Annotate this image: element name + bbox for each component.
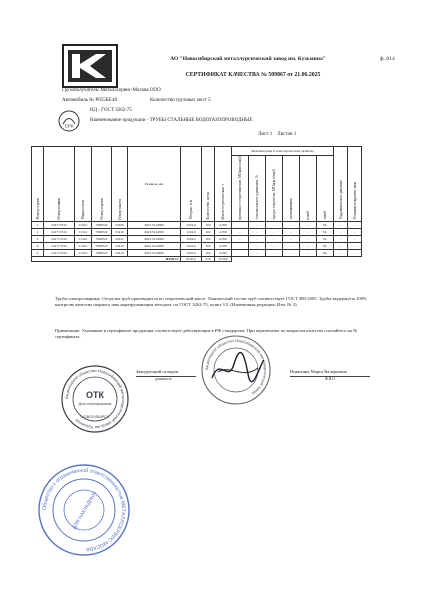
table-cell: - [283,235,300,242]
signer-name-sub: Ф.И.О. [325,377,336,381]
th-lot: Номер партии [92,147,112,222]
table-row [32,221,362,228]
table-cell: - [300,228,317,235]
table-cell: 241713724 [44,242,75,249]
table-cell: 5 [32,249,44,256]
table-cell: - [283,221,300,228]
table-cell: - [232,228,249,235]
srk-text: СРК [64,123,74,129]
table-cell: 25411 [112,235,128,242]
table-cell: 4,700 [215,235,232,242]
table-cell: - [232,235,249,242]
table-cell: 25410 [112,228,128,235]
table-cell: - [232,242,249,249]
table-cell: 7990522 [92,242,112,249]
table-cell: 4,700 [215,221,232,228]
th-size: Размеры, мм [128,147,181,222]
company-name: АО "Новосибирский металлургический завод им. Кузьмина" [170,56,326,62]
table-cell: 4 [32,242,44,249]
th-bundle: Номер пакета [112,147,128,222]
signer-role: Заводующий складом [136,369,179,374]
company-logo [62,44,118,88]
table-cell: 1224,0 [181,249,202,256]
table-cell: Ст2пс [75,235,92,242]
otk-center: ОТК [86,390,104,400]
table-cell: - [249,221,266,228]
th-coating: Толщина покрытия, мкм [348,147,362,222]
th-m1: временное сопротивление, МПа(кгс/мм2) [232,156,249,222]
table-cell: - [266,242,283,249]
table-cell: Ст2пс [75,242,92,249]
table-cell: 4,700 [215,249,232,256]
table-cell: Ст2пс [75,249,92,256]
quality-table-wrap [31,146,362,262]
table-cell: 7990522 [92,235,112,242]
th-m4: сплющивание [283,156,300,222]
consignee-label: Грузополучатель: [62,88,100,93]
table-cell: - [266,249,283,256]
signature-scribble [212,353,264,382]
srk-mark-icon [58,110,80,132]
table-row [32,228,362,235]
table-cell: 1224,0 [181,228,202,235]
product-value: ТРУБЫ СТАЛЬНЫЕ ВОДОГАЗОПРОВОДНЫЕ [149,118,253,123]
signer-role-sub: должность [155,377,172,381]
th-hydro: Гидравлическое давление [334,147,348,222]
table-cell: - [348,221,362,228]
sheet-row [258,132,296,137]
table-cell: - [283,228,300,235]
table-cell: - [266,221,283,228]
th-row-num: Номер строки [32,147,44,222]
table-cell: - [334,249,348,256]
table-cell: - [348,235,362,242]
table-cell: 40х3.5х12000 [128,249,181,256]
form-number: ф. 014 [380,56,395,62]
table-cell: 40х3.5х12000 [128,242,181,249]
table-cell: 3 [32,235,44,242]
table-cell: 4,700 [215,242,232,249]
table-cell: 241713724 [44,235,75,242]
table-cell: - [232,249,249,256]
th-heat: Номер плавки [44,147,75,222]
table-cell: 241713724 [44,221,75,228]
places-label: Количество грузовых мест [150,98,207,103]
table-cell: 7990522 [92,228,112,235]
table-cell: 102 [202,235,215,242]
sheet-value: 1 [269,132,273,137]
table-cell: 1 [32,221,44,228]
table-cell: - [300,242,317,249]
places-row [150,98,211,103]
table-cell: 25406 [112,221,128,228]
blue-ring-text: Общество с ограниченной ответственностью МЕТАЛЛСЕРВИС-МОСКВА [41,467,127,552]
table-cell: - [249,235,266,242]
table-cell: - [283,249,300,256]
th-meters: Метраж, п/м [181,147,202,222]
otk-ring-text: Акционерное общество Новосибирский металлургический завод им. Кузьмина [63,367,127,431]
consignee-row [62,88,161,93]
table-cell: 7990522 [92,221,112,228]
table-cell: 1224,0 [181,221,202,228]
otk-sub: Для сертификатов [78,402,112,406]
table-cell: - [300,249,317,256]
total-mass: 23,500 [215,256,232,261]
total-label: ИТОГО: [32,256,181,261]
table-cell: - [348,242,362,249]
table-cell: Уд. [317,235,334,242]
certificate-title: СЕРТИФИКАТ КАЧЕСТВА № 509867 от 21.06.2025 [185,72,321,78]
table-cell: Ст2пс [75,221,92,228]
table-cell: - [334,242,348,249]
table-cell: - [283,242,300,249]
table-cell: Уд. [317,249,334,256]
th-mass: Масса теоретическая, т [215,147,232,222]
vehicle-label: Автомобиль № [62,98,95,103]
places-value: 5 [208,98,211,103]
consignee-blue-stamp [36,462,132,558]
consignee-value: Металлсервис-Москва ООО [100,88,161,93]
table-row [32,242,362,249]
th-steel: Марка стали [75,147,92,222]
table-cell: - [348,228,362,235]
th-mech-group: Механические и технологические свойства [232,147,334,156]
th-pieces: Количество, штук [202,147,215,222]
table-cell: - [232,221,249,228]
note-remark: Примечание: Указанные в сертификате продукция соответствует действующим в РФ стандартам. При перепечатке по вопросам качества ссылайтесь на № сертификата. [55,328,358,339]
vehicle-row [62,98,117,103]
otk-bottom: НОВОСИБИРСК [81,415,109,419]
table-cell: - [249,242,266,249]
vehicle-value: Р055КЕ48 [95,98,117,103]
table-cell: 102 [202,228,215,235]
blue-stamp-center: ДЛЯ НАКЛАДНЫХ [71,490,99,531]
table-cell: 241713724 [44,249,75,256]
table-cell: - [334,221,348,228]
table-cell: 1224,0 [181,235,202,242]
quality-table [31,146,362,262]
table-cell: 102 [202,221,215,228]
total-meters: 6120,0 [181,256,202,261]
table-cell: 40х3.5х12000 [128,221,181,228]
sig-ring-text: Акционерное общество Новосибирский металлургический завод [204,338,268,396]
total-pieces: 510 [202,256,215,261]
table-cell: 2 [32,228,44,235]
sheets-value: 1 [293,132,297,137]
table-cell: 4,700 [215,228,232,235]
table-cell: - [348,249,362,256]
product-row [90,118,253,123]
table-cell: - [300,235,317,242]
table-row [32,249,362,256]
table-cell: Ст2пс [75,228,92,235]
table-cell: - [249,249,266,256]
table-cell: - [334,235,348,242]
signer-name: Никитина Марта Валерьевна [290,369,347,374]
table-cell: - [249,228,266,235]
th-m2: относительное удлинение, % [249,156,266,222]
table-cell: 102 [202,249,215,256]
table-cell: - [266,228,283,235]
sheet-label: Лист [258,132,269,137]
table-cell: 102 [202,242,215,249]
th-m5: изгиб [300,156,317,222]
table-row [32,235,362,242]
table-cell: 40х3.5х12000 [128,228,181,235]
th-m6: загиб [317,156,334,222]
table-cell: 241713724 [44,228,75,235]
table-cell: Уд. [317,221,334,228]
table-cell: 25413 [112,249,128,256]
table-cell: Уд. [317,228,334,235]
nd-label: НД - ГОСТ 3262-75 [90,108,132,113]
th-m3: предел текучести, МПа(кгс/мм2) [266,156,283,222]
table-cell: 40х3.5х12000 [128,235,181,242]
table-cell: - [300,221,317,228]
table-cell: - [266,235,283,242]
product-label: Наименование продукции - [90,118,149,123]
table-cell: - [334,228,348,235]
table-cell: 1224,0 [181,242,202,249]
sheets-label: Листов [277,132,293,137]
otk-stamp [60,364,130,434]
note-main: Трубы электросварные. Отгрузка труб производится по теоретической массе. Химический состав труб соответствует ГОСТ 380-2005. Трубы выдержуты 100% контролю качества сварного шва неразрушающим методом, по ГОСТ 3262-75, пункт 3.5, (Измененная редакция, Изм. № 3). [55,296,367,307]
table-cell: 25412 [112,242,128,249]
signature-stamp [200,334,272,406]
table-cell: 7990522 [92,249,112,256]
table-cell: Уд. [317,242,334,249]
